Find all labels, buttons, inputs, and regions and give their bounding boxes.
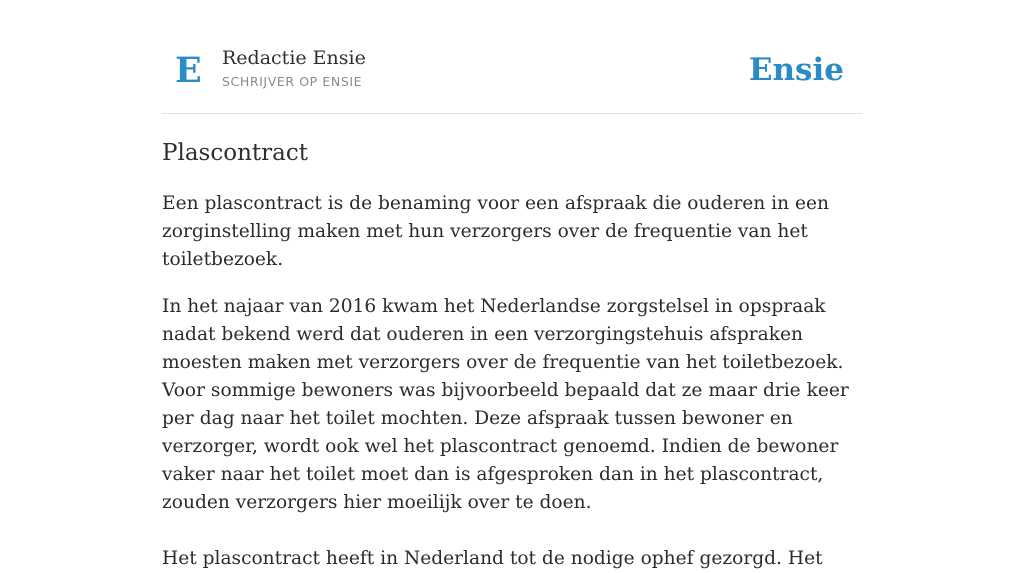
author-logo-icon[interactable]: E — [175, 50, 202, 91]
article-title: Plascontract — [162, 140, 308, 166]
author-name[interactable]: Redactie Ensie — [222, 47, 366, 69]
article-header — [162, 38, 862, 114]
article-paragraph: In het najaar van 2016 kwam het Nederlandse zorgstelsel in opspraak nadat bekend werd dat ouderen in een verzorgingstehuis afspraken moesten maken met verzorgers over de frequentie van het toiletbezoek. Voor sommige bewoners was bijvoorbeeld bepaald dat ze maar drie keer per dag naar het toilet mochten. Deze afspraak tussen bewoner en verzorger, wordt ook wel het plascontract genoemd. Indien de bewoner vaker naar het toilet moet dan is afgesproken dan in het plascontract, zouden verzorgers hier moeilijk over te doen. — [162, 296, 849, 513]
article-body — [162, 190, 872, 573]
author-role: SCHRIJVER OP ENSIE — [222, 74, 363, 89]
article-paragraph: Een plascontract is de benaming voor een afspraak die ouderen in een zorginstelling maken met hun verzorgers over de frequentie van het toiletbezoek. — [162, 193, 829, 270]
ensie-logo[interactable]: Ensie — [748, 52, 844, 88]
article-paragraph: Het plascontract heeft in Nederland tot de nodige ophef gezorgd. Het — [162, 548, 823, 569]
